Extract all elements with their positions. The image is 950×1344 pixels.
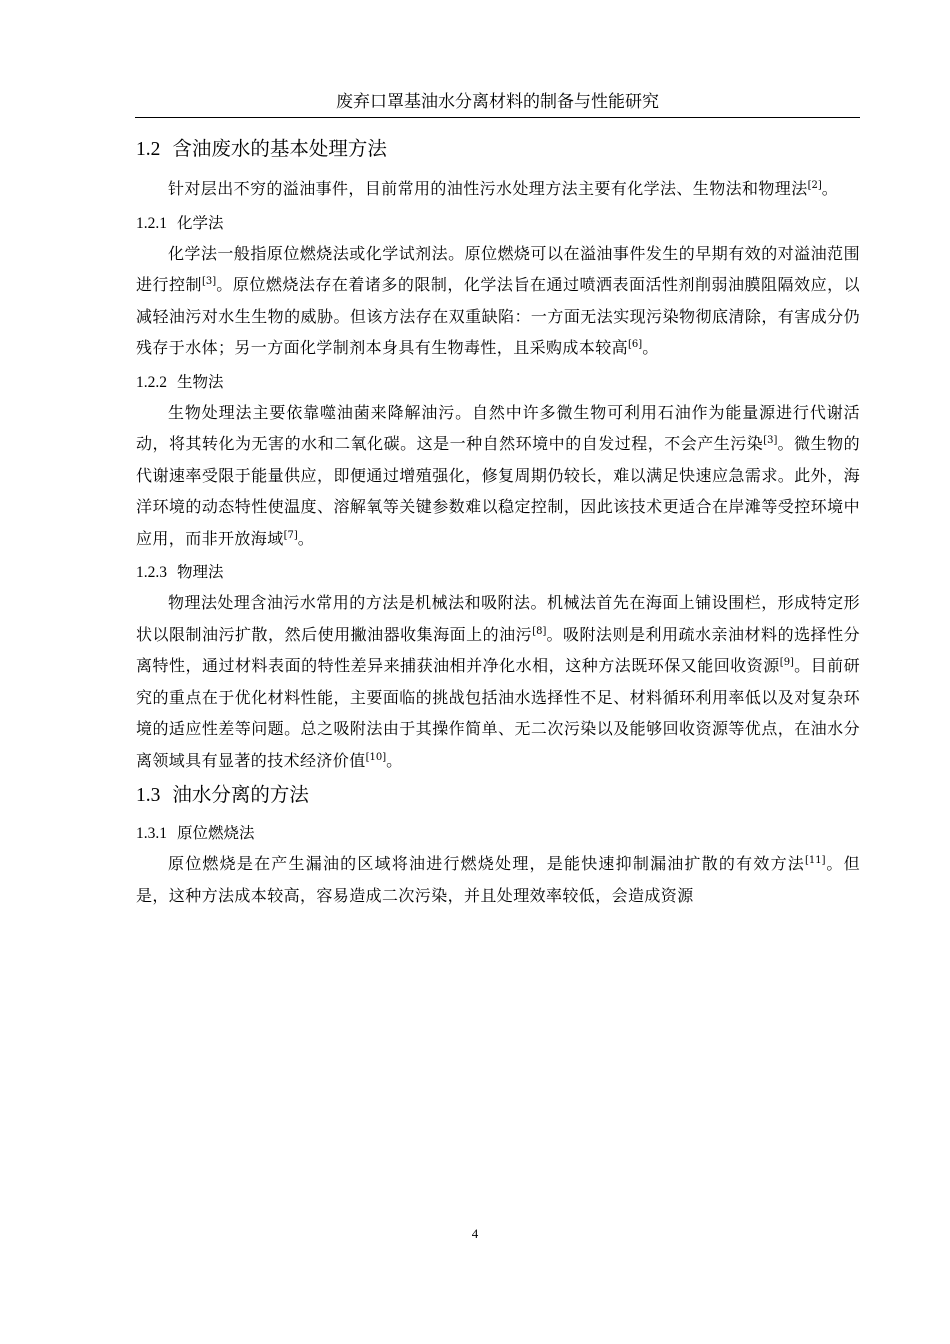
section-heading-1-2 — [136, 134, 860, 165]
section-title: 含油废水的基本处理方法 — [172, 137, 387, 160]
paragraph-text: 。吸附法则是利用疏水亲油材料的选择性分离特性，通过材料表面的特性差异来捕获油相并净化水相，这种方法既环保又能回收资源 — [136, 624, 860, 675]
section-number: 1.2 — [136, 139, 161, 160]
paragraph-biological — [136, 397, 860, 555]
paragraph-text: 。但是，这种方法成本较高，容易造成二次污染，并且处理效率较低，会造成资源 — [136, 854, 860, 905]
paragraph-text: 。目前研究的重点在于优化材料性能，主要面临的挑战包括油水选择性不足、材料循环利用率低以及对复杂环境的适应性差等问题。总之吸附法由于其操作简单、无二次污染以及能够回收资源等优点，在油水分离领域具有显著的技术经济价值 — [136, 656, 860, 770]
section-title: 油水分离的方法 — [172, 783, 309, 806]
paragraph-in-situ-burning — [136, 848, 860, 911]
paragraph-text: 。微生物的代谢速率受限于能量供应，即便通过增殖强化，修复周期仍较长，难以满足快速应急需求。此外，海洋环境的动态特性使温度、溶解氧等关键参数难以稳定控制，因此该技术更适合在岸滩等受控环境中应用，而非开放海域 — [136, 434, 860, 548]
subsection-number: 1.3.1 — [136, 825, 167, 842]
paragraph-text: 生物处理法主要依靠噬油菌来降解油污。自然中许多微生物可利用石油作为能量源进行代谢活动，将其转化为无害的水和二氧化碳。这是一种自然环境中的自发过程，不会产生污染 — [136, 402, 860, 453]
subsection-number: 1.2.1 — [136, 214, 167, 232]
paragraph-text: 针对层出不穷的溢油事件，目前常用的油性污水处理方法主要有化学法、生物法和物理法 — [168, 179, 808, 198]
paragraph-text: 化学法一般指原位燃烧法或化学试剂法。原位燃烧可以在溢油事件发生的早期有效的对溢油范围进行控制 — [136, 243, 860, 294]
subsection-title: 生物法 — [177, 372, 224, 391]
paragraph-text: 。 — [297, 528, 315, 548]
subsection-title: 物理法 — [177, 563, 224, 581]
subsection-title: 化学法 — [177, 213, 224, 232]
paragraph-text: 。原位燃烧法存在着诸多的限制，化学法旨在通过喷洒表面活性剂削弱油膜阻隔效应，以减轻油污对水生生物的威胁。但该方法存在双重缺陷：一方面无法实现污染物彻底清除，有害成分仍残存于水体；另一方面化学制剂本身具有生物毒性，且采购成本较高 — [136, 275, 860, 357]
citation: [7] — [283, 529, 298, 541]
citation: [11] — [805, 855, 826, 866]
subsection-title: 原位燃烧法 — [177, 824, 255, 842]
paragraph-text: 。 — [642, 338, 659, 357]
citation: [2] — [807, 180, 822, 191]
paragraph-text: 物理法处理含油污水常用的方法是机械法和吸附法。机械法首先在海面上铺设围栏，形成特定形状以限制油污扩散，然后使用撇油器收集海面上的油污 — [136, 593, 860, 644]
subsection-heading-1-3-1 — [136, 819, 860, 848]
page-number: 4 — [471, 1226, 479, 1241]
paragraph-chemical — [136, 238, 860, 364]
section-heading-1-3 — [136, 780, 860, 811]
paragraph-text: 原位燃烧是在产生漏油的区域将油进行燃烧处理，是能快速抑制漏油扩散的有效方法 — [168, 854, 806, 873]
subsection-heading-1-2-2 — [136, 368, 860, 397]
citation: [8] — [532, 625, 547, 637]
subsection-heading-1-2-1 — [136, 209, 860, 238]
subsection-heading-1-2-3 — [136, 558, 860, 587]
paragraph-intro — [136, 173, 860, 205]
header-rule — [135, 117, 860, 118]
subsection-number: 1.2.3 — [136, 564, 167, 581]
citation: [6] — [628, 339, 643, 350]
page-body — [136, 134, 860, 915]
citation: [3] — [763, 435, 778, 446]
paragraph-physical — [136, 587, 860, 776]
subsection-number: 1.2.2 — [136, 373, 167, 391]
citation: [3] — [202, 276, 217, 287]
citation: [10] — [365, 751, 387, 763]
running-header: 废弃口罩基油水分离材料的制备与性能研究 — [336, 92, 659, 112]
section-number: 1.3 — [136, 785, 161, 806]
paragraph-text: 。 — [386, 750, 403, 770]
citation: [9] — [779, 657, 794, 668]
paragraph-text: 。 — [821, 179, 839, 198]
